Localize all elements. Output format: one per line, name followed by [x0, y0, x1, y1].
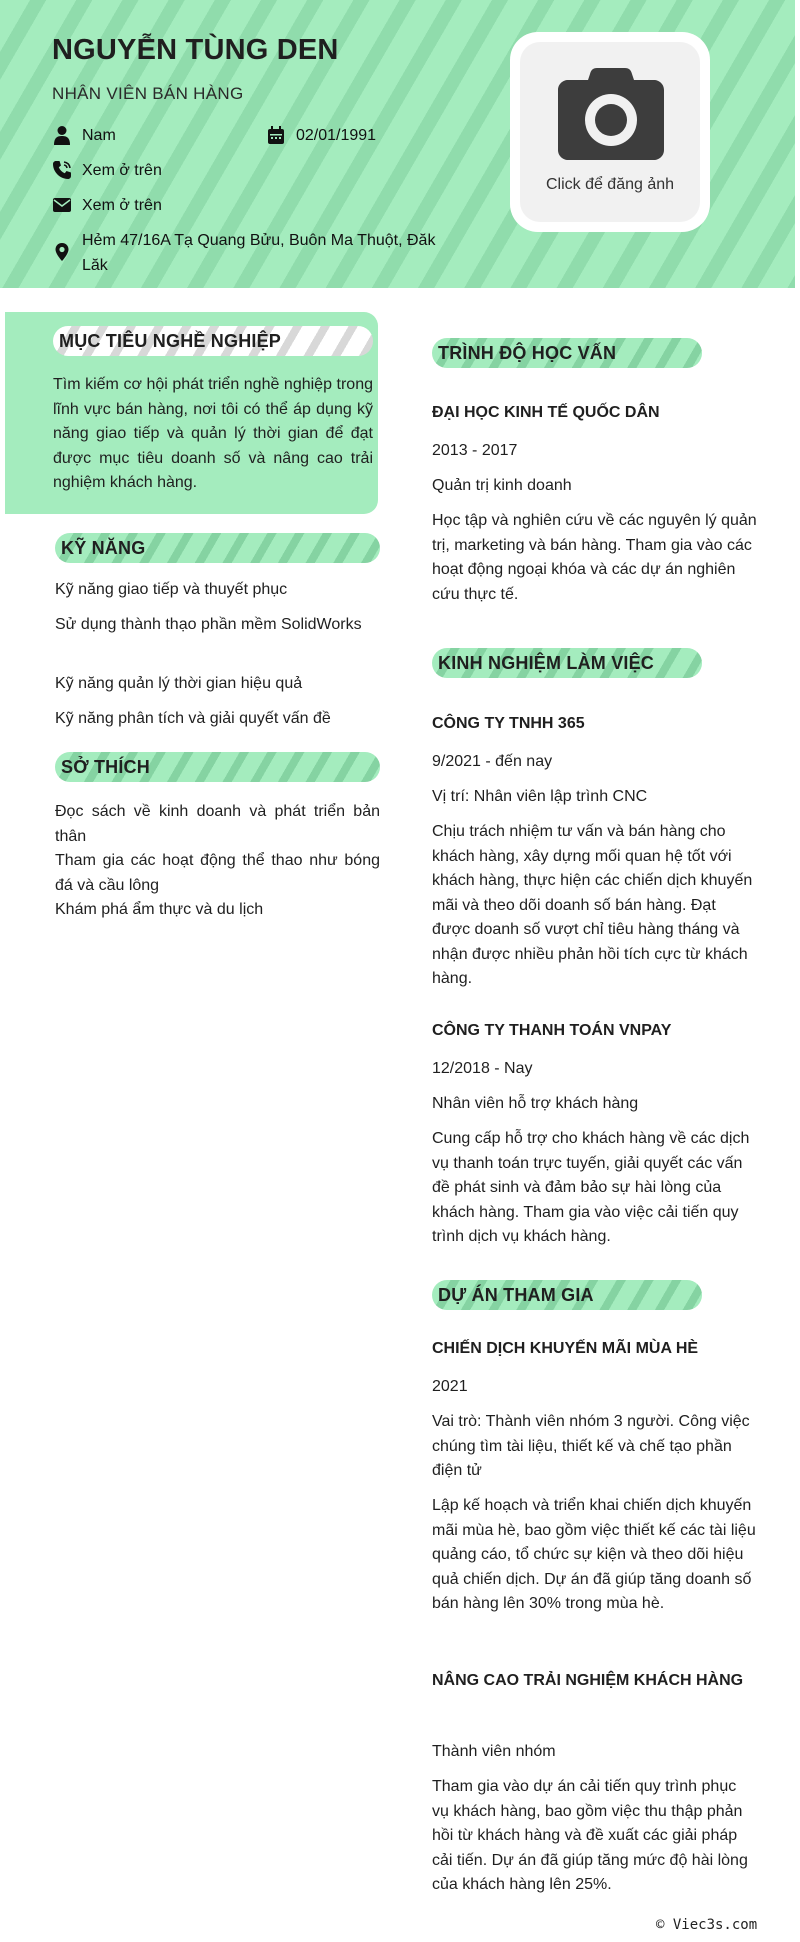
email-value: Xem ở trên	[82, 197, 162, 214]
projects-heading-text: DỰ ÁN THAM GIA	[438, 1285, 594, 1305]
photo-placeholder[interactable]	[520, 42, 700, 222]
photo-upload-label: Click để đăng ảnh	[545, 176, 675, 193]
objective-text: Tìm kiếm cơ hội phát triển nghề nghiệp trong lĩnh vực bán hàng, nơi tôi có thể áp dụng kỹ năng giao tiếp và quản lý thời gian để đạt được mục tiêu doanh số và nâng cao trải nghiệm khách hàng.	[53, 376, 373, 491]
project-period: 2021	[432, 1378, 468, 1395]
phone-row	[52, 158, 162, 183]
candidate-name: NGUYỄN TÙNG DEN	[52, 34, 339, 66]
job-position: Nhân viên hỗ trợ khách hàng	[432, 1095, 639, 1112]
cv-header	[0, 0, 795, 288]
job-description: Cung cấp hỗ trợ cho khách hàng về các dịch vụ thanh toán trực tuyến, giải quyết các vấn đề phát sinh và đảm bảo sự hài lòng của khách hàng. Tham gia vào việc cải tiến quy trình dịch vụ khách hàng.	[432, 1130, 750, 1245]
project-name: CHIẾN DỊCH KHUYẾN MÃI MÙA HÈ	[432, 1340, 699, 1357]
project-description: Lập kế hoạch và triển khai chiến dịch khuyến mãi mùa hè, bao gồm việc thiết kế các tài liệu quảng cáo, tổ chức sự kiện và theo dõi hiệu quả chiến dịch. Dự án đã giúp tăng doanh số bán hàng lên 30% trong mùa hè.	[432, 1497, 756, 1612]
skill-item: Kỹ năng phân tích và giải quyết vấn đề	[55, 710, 331, 727]
address-value: Hẻm 47/16A Tạ Quang Bửu, Buôn Ma Thuột, Đăk Lăk	[82, 232, 436, 274]
photo-upload[interactable]	[510, 32, 710, 232]
gender-value: Nam	[82, 127, 116, 144]
candidate-job-title: NHÂN VIÊN BÁN HÀNG	[52, 84, 244, 103]
project-name: NÂNG CAO TRẢI NGHIỆM KHÁCH HÀNG	[432, 1672, 744, 1689]
hobby-item: Khám phá ẩm thực và du lịch	[55, 901, 264, 918]
education-description: Học tập và nghiên cứu về các nguyên lý quản trị, marketing và bán hàng. Tham gia vào các hoạt động ngoại khóa và các dự án nghiên cứu thực tế.	[432, 512, 757, 603]
calendar-icon	[266, 125, 286, 145]
objective-heading-text: MỤC TIÊU NGHỀ NGHIỆP	[59, 331, 282, 351]
project-description: Tham gia vào dự án cải tiến quy trình phục vụ khách hàng, bao gồm việc thu thập phản hồi từ khách hàng và đề xuất các giải pháp cải tiến. Dự án đã giúp tăng mức độ hài lòng của khách hàng lên 25%.	[432, 1778, 748, 1893]
address-row	[52, 228, 462, 278]
education-major: Quản trị kinh doanh	[432, 477, 572, 494]
experience-heading-text: KINH NGHIỆM LÀM VIỆC	[438, 653, 655, 673]
envelope-icon	[52, 195, 72, 215]
birthdate-row	[266, 123, 376, 148]
education-school: ĐẠI HỌC KINH TẾ QUỐC DÂN	[432, 404, 660, 421]
gender-row	[52, 123, 116, 148]
education-heading	[432, 338, 702, 368]
project-role: Vai trò: Thành viên nhóm 3 người. Công việc chúng tìm tài liệu, thiết kế và chế tạo phần điện tử	[432, 1413, 750, 1479]
camera-icon	[558, 68, 664, 160]
job-company: CÔNG TY THANH TOÁN VNPAY	[432, 1022, 672, 1039]
job-position: Vị trí: Nhân viên lập trình CNC	[432, 788, 648, 805]
hobbies-heading	[55, 752, 380, 782]
job-description: Chịu trách nhiệm tư vấn và bán hàng cho khách hàng, xây dựng mối quan hệ tốt với khách hàng, thực hiện các chiến dịch khuyến mãi và theo dõi doanh số bán hàng. Đạt được doanh số vượt chỉ tiêu hàng tháng và nhận được nhiều phản hồi tích cực từ khách hàng.	[432, 823, 753, 987]
job-period: 12/2018 - Nay	[432, 1060, 533, 1077]
email-row	[52, 193, 162, 218]
phone-value: Xem ở trên	[82, 162, 162, 179]
education-heading-text: TRÌNH ĐỘ HỌC VẤN	[438, 343, 617, 363]
skill-item: Sử dụng thành thạo phần mềm SolidWorks	[55, 616, 362, 633]
map-pin-icon	[52, 242, 72, 262]
phone-icon	[52, 160, 72, 180]
skills-heading	[55, 533, 380, 563]
project-role: Thành viên nhóm	[432, 1743, 556, 1760]
hobby-item: Đọc sách về kinh doanh và phát triển bản thân	[55, 803, 380, 845]
hobbies-heading-text: SỞ THÍCH	[61, 757, 150, 777]
objective-heading	[53, 326, 373, 356]
education-period: 2013 - 2017	[432, 442, 518, 459]
birthdate-value: 02/01/1991	[296, 127, 377, 144]
skills-heading-text: KỸ NĂNG	[61, 538, 146, 558]
skill-item: Kỹ năng quản lý thời gian hiệu quả	[55, 675, 303, 692]
skill-item: Kỹ năng giao tiếp và thuyết phục	[55, 581, 288, 598]
projects-heading	[432, 1280, 702, 1310]
person-icon	[52, 125, 72, 145]
footer-credit: © Viec3s.com	[656, 1917, 758, 1933]
job-company: CÔNG TY TNHH 365	[432, 715, 585, 732]
hobby-item: Tham gia các hoạt động thể thao như bóng đá và cầu lông	[55, 852, 380, 894]
experience-heading	[432, 648, 702, 678]
job-period: 9/2021 - đến nay	[432, 753, 553, 770]
